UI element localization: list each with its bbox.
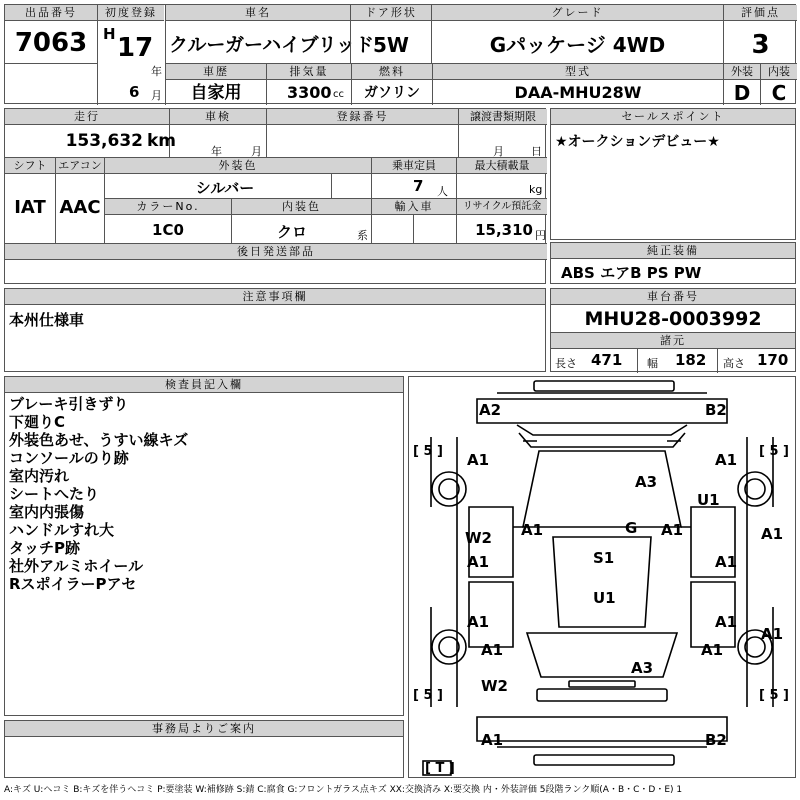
door-type-label: ドア形状	[351, 5, 431, 21]
damage-mark: W2	[465, 529, 492, 547]
mileage-label: 走行	[5, 109, 169, 125]
spare-tire-grade: [ T ]	[425, 761, 455, 776]
grade-label: グレード	[432, 5, 723, 21]
damage-mark: A1	[521, 521, 544, 539]
inspector-note: 室内汚れ	[9, 467, 70, 485]
specs-section	[4, 108, 546, 284]
damage-mark: U1	[697, 491, 720, 509]
month-unit: 月	[151, 89, 162, 102]
color-number-label: カラーNo.	[105, 199, 231, 215]
damage-mark: A3	[631, 659, 654, 677]
exterior-grade: D	[733, 81, 751, 105]
inspector-note: シートへたり	[9, 485, 100, 503]
tire-grade: [ 5 ]	[759, 444, 789, 459]
lot-number: 7063	[14, 28, 88, 58]
damage-mark: A1	[481, 641, 504, 659]
era: H	[103, 25, 116, 43]
inspector-note: コンソールのり跡	[9, 449, 129, 467]
shift-label: シフト	[5, 158, 55, 174]
inspector-note: 室内内張傷	[9, 503, 85, 521]
length: 471	[591, 351, 623, 369]
ac-label: エアコン	[56, 158, 104, 174]
notes-label: 注意事項欄	[5, 289, 545, 305]
width: 182	[675, 351, 707, 369]
transfer-day-unit: 日	[531, 145, 542, 158]
damage-legend: A:キズ U:ヘコミ B:キズを伴うヘコミ P:要塗装 W:補修跡 S:錆 C:腐食 G:フロントガラス点キズ XX:交換済み X:要交換 内・外装評価 5段階ランク順(A・B・C・D・E) 1	[4, 785, 683, 795]
length-label: 長さ	[555, 357, 577, 370]
history-label: 車歴	[166, 64, 266, 80]
model: DAA-MHU28W	[514, 83, 642, 102]
damage-mark: A1	[761, 625, 784, 643]
equipment-label: 純正装備	[551, 243, 795, 259]
car-name-label: 車名	[166, 5, 350, 21]
damage-mark: A1	[467, 613, 490, 631]
inspector-note: 社外アルミホイール	[9, 557, 144, 575]
color-number: 1C0	[152, 221, 184, 239]
damage-mark: U1	[593, 589, 616, 607]
lot-number-label: 出品番号	[5, 5, 97, 21]
displacement-label: 排気量	[267, 64, 351, 80]
damage-mark: A1	[481, 731, 504, 749]
width-label: 幅	[647, 357, 658, 370]
damage-mark: B2	[705, 731, 727, 749]
year-unit: 年	[151, 65, 162, 78]
displacement: 3300	[287, 83, 332, 102]
dimensions-label: 諸元	[551, 333, 795, 349]
ac: AAC	[59, 197, 101, 218]
transfer-month-unit: 月	[493, 145, 504, 158]
height-label: 高さ	[723, 357, 745, 370]
inspection-year-unit: 年	[211, 145, 222, 158]
damage-mark: A1	[761, 525, 784, 543]
inspector-note: 外装色あせ、うすい線キズ	[9, 431, 189, 449]
displacement-unit: cc	[333, 89, 344, 100]
tire-grade: [ 5 ]	[759, 688, 789, 703]
damage-mark: A1	[701, 641, 724, 659]
inspector-notes-list	[9, 395, 399, 705]
exterior-grade-label: 外装	[724, 64, 760, 80]
fuel: ガソリン	[364, 85, 420, 101]
capacity-label: 乗車定員	[372, 158, 456, 174]
damage-mark: A1	[661, 521, 684, 539]
fuel-label: 燃料	[352, 64, 432, 80]
chassis-section	[550, 288, 796, 372]
header-section	[4, 4, 796, 104]
score-label: 評価点	[724, 5, 797, 21]
inspector-note: ハンドルすれ大	[9, 521, 115, 539]
damage-mark: A2	[479, 401, 502, 419]
inspector-note: ブレーキ引きずり	[9, 395, 129, 413]
inspector-notes-label: 検査員記入欄	[5, 377, 403, 393]
sales-point-label: セールスポイント	[551, 109, 795, 125]
damage-mark: A1	[715, 553, 738, 571]
chassis-number-label: 車台番号	[551, 289, 795, 305]
score: 3	[751, 30, 770, 60]
recycle-deposit: 15,310	[475, 221, 533, 239]
notes-section	[4, 288, 546, 372]
mileage: 153,632	[65, 131, 143, 151]
sales-point-section	[550, 108, 796, 240]
interior-color-unit: 系	[357, 229, 368, 242]
car-name: クルーガーハイブリッド	[169, 34, 375, 56]
inspector-note: RスポイラーPアセ	[9, 575, 137, 593]
inspector-section	[4, 376, 404, 716]
chassis-number: MHU28-0003992	[584, 308, 762, 330]
office-notice-label: 事務局よりご案内	[5, 721, 403, 737]
damage-mark: S1	[593, 549, 615, 567]
mileage-unit: km	[147, 131, 177, 151]
equipment-text: ABS エアB PS PW	[561, 264, 702, 282]
car-outline-diagram	[409, 377, 795, 777]
history: 自家用	[190, 83, 242, 103]
recycle-deposit-label: リサイクル預託金	[457, 199, 547, 215]
first-registration-year: 17	[117, 33, 154, 63]
grade: Gパッケージ 4WD	[489, 33, 666, 57]
capacity: 7	[413, 177, 424, 195]
equipment-section	[550, 242, 796, 284]
damage-mark: A1	[467, 553, 490, 571]
interior-grade-label: 内装	[761, 64, 797, 80]
interior-color-label: 内装色	[232, 199, 371, 215]
height: 170	[757, 351, 789, 369]
first-registration-month: 6	[129, 83, 140, 101]
inspection-label: 車検	[170, 109, 266, 125]
tire-grade: [ 5 ]	[413, 688, 443, 703]
inspection-month-unit: 月	[251, 145, 262, 158]
damage-diagram	[408, 376, 796, 778]
damage-mark: A1	[715, 613, 738, 631]
damage-mark: B2	[705, 401, 727, 419]
damage-mark: W2	[481, 677, 508, 695]
door-type: 5W	[373, 33, 409, 57]
first-registration-label: 初度登録	[98, 5, 164, 21]
office-section	[4, 720, 404, 778]
exterior-color-label: 外装色	[105, 158, 371, 174]
max-load-unit: kg	[529, 183, 543, 196]
exterior-color: シルバー	[195, 179, 255, 197]
import-car-label: 輸入車	[372, 199, 456, 215]
damage-mark: A1	[467, 451, 490, 469]
registration-number-label: 登録番号	[267, 109, 458, 125]
damage-mark: A3	[635, 473, 658, 491]
later-shipment-parts-label: 後日発送部品	[5, 244, 547, 260]
inspector-note: 下廻りC	[9, 413, 66, 431]
sales-point-text: ★オークションデビュー★	[555, 134, 720, 150]
max-load-label: 最大積載量	[457, 158, 547, 174]
recycle-unit: 円	[535, 229, 546, 242]
notes-text: 本州仕様車	[9, 311, 85, 329]
inspector-note: タッチP跡	[9, 539, 80, 557]
interior-grade: C	[771, 81, 787, 105]
damage-mark: G	[625, 519, 638, 537]
transfer-deadline-label: 譲渡書類期限	[459, 109, 547, 125]
capacity-unit: 人	[437, 185, 448, 198]
tire-grade: [ 5 ]	[413, 444, 443, 459]
model-label: 型式	[433, 64, 723, 80]
damage-mark: A1	[715, 451, 738, 469]
interior-color: クロ	[276, 223, 307, 241]
shift: IAT	[14, 197, 46, 218]
